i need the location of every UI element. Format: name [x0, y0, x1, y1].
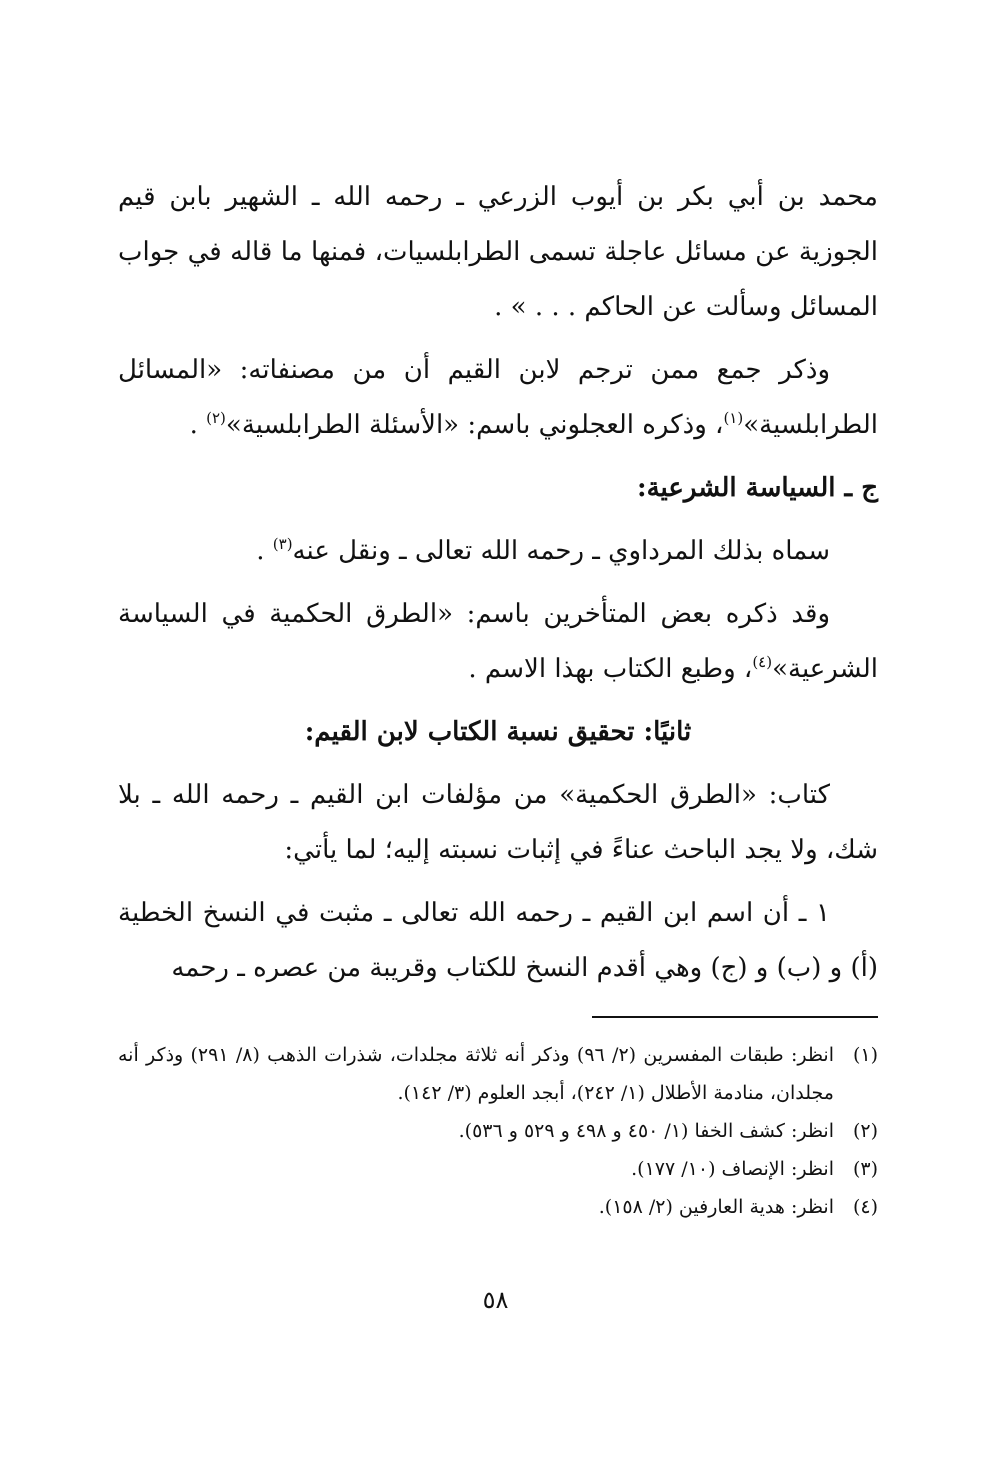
section-heading-c: ج ـ السياسة الشرعية: — [637, 473, 878, 503]
paragraph-6: ١ ـ أن اسم ابن القيم ـ رحمه الله تعالى ـ مثبت في النسخ الخطية (أ) و (ب) و (ج) وهي أقدم النسخ للكتاب وقريبة من عصره ـ رحمه — [118, 898, 878, 983]
footnote-divider — [592, 1016, 878, 1018]
paragraph-3 — [118, 524, 878, 579]
paragraph-4-text-b: ، وطبع الكتاب بهذا الاسم . — [468, 654, 753, 684]
paragraph-2-text-a: وذكر جمع ممن ترجم لابن القيم أن من مصنفاته: «المسائل الطرابلسية» — [118, 355, 878, 440]
paragraph-5: كتاب: «الطرق الحكمية» من مؤلفات ابن القيم ـ رحمه الله ـ بلا شك، ولا يجد الباحث عناءً في إثبات نسبته إليه؛ لما يأتي: — [118, 780, 878, 865]
footnote-ref-2[interactable]: (٢) — [206, 409, 226, 427]
footnote-4-number: (٤) — [852, 1196, 878, 1218]
paragraph-4-text-a: وقد ذكره بعض المتأخرين باسم: «الطرق الحكمية في السياسة الشرعية» — [118, 599, 878, 684]
section-heading-2: ثانيًا: تحقيق نسبة الكتاب لابن القيم: — [304, 717, 692, 747]
footnote-1-text: انظر: طبقات المفسرين (٢/ ٩٦) وذكر أنه ثلاثة مجلدات، شذرات الذهب (٨/ ٢٩١) وذكر أنه مجلدان، منادمة الأطلال (١/ ٢٤٢)، أبجد العلوم (٣/ ١٤٢). — [118, 1044, 834, 1104]
footnote-ref-4[interactable]: (٤) — [752, 653, 773, 671]
paragraph-3-text-a: سماه بذلك المرداوي ـ رحمه الله تعالى ـ ونقل عنه — [292, 536, 830, 566]
footnotes — [118, 1036, 878, 1226]
footnote-4 — [118, 1188, 878, 1226]
footnote-ref-3[interactable]: (٣) — [272, 535, 293, 553]
footnote-1-number: (١) — [852, 1044, 878, 1066]
footnote-3 — [118, 1150, 878, 1188]
paragraph-1: محمد بن أبي بكر بن أيوب الزرعي ـ رحمه الله ـ الشهير بابن قيم الجوزية عن مسائل عاجلة تسمى الطرابلسيات، فمنها ما قاله في جواب المسائل وسألت عن الحاكم . . . » . — [118, 182, 878, 322]
footnote-2 — [118, 1112, 878, 1150]
page-number: ٥٨ — [482, 1286, 509, 1314]
footnote-ref-1[interactable]: (١) — [723, 409, 744, 427]
main-text — [118, 170, 878, 1004]
footnote-4-text: انظر: هدية العارفين (٢/ ١٥٨). — [598, 1196, 834, 1218]
paragraph-2-text-c: . — [189, 410, 207, 440]
footnote-3-text: انظر: الإنصاف (١٠/ ١٧٧). — [631, 1158, 834, 1180]
paragraph-2 — [118, 343, 878, 453]
footnote-3-number: (٣) — [852, 1158, 878, 1180]
footnote-1 — [118, 1036, 878, 1112]
footnote-2-number: (٢) — [852, 1120, 878, 1142]
paragraph-2-text-b: ، وذكره العجلوني باسم: «الأسئلة الطرابلسية» — [225, 410, 724, 440]
paragraph-4 — [118, 587, 878, 697]
paragraph-3-text-b: . — [256, 536, 273, 566]
footnote-2-text: انظر: كشف الخفا (١/ ٤٥٠ و ٤٩٨ و ٥٢٩ و ٥٣٦). — [458, 1120, 834, 1142]
